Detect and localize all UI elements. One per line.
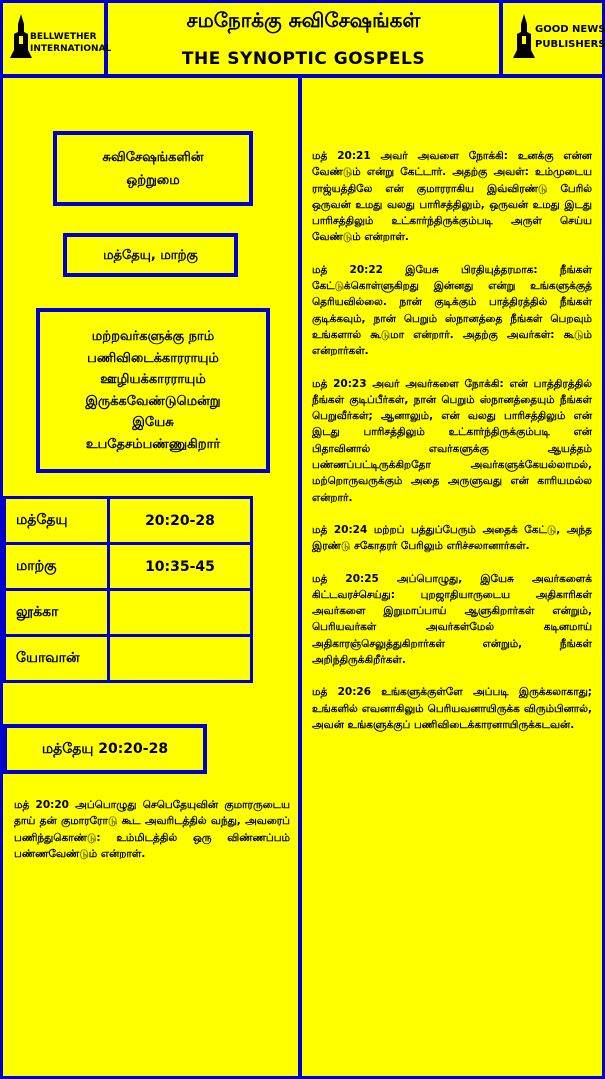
topic-line: இருக்கவேண்டுமென்று — [85, 393, 221, 409]
topic-box — [36, 308, 270, 473]
book-name: மத்தேயு — [5, 498, 109, 544]
gospels-label: மத்தேயு, மாற்கு — [103, 247, 198, 263]
topic-line: மற்றவர்களுக்கு நாம் — [91, 329, 215, 344]
harmony-title-line1: சுவிசேஷங்களின் — [102, 149, 204, 165]
table-row — [5, 590, 252, 636]
book-reference: 20:20-28 — [109, 498, 252, 544]
section-heading: மத்தேயு 20:20-28 — [41, 740, 169, 757]
topic-line: ஊழியக்காரராயும் — [100, 372, 206, 387]
title-tamil: சமநோக்கு சுவிசேஷங்கள் — [186, 8, 421, 32]
book-reference — [109, 590, 252, 636]
book-name: மாற்கு — [5, 544, 109, 590]
bell-tower-icon — [513, 14, 535, 58]
section-heading-box — [3, 724, 207, 774]
table-row — [5, 544, 252, 590]
table-row — [5, 636, 252, 682]
title-english: THE SYNOPTIC GOSPELS — [181, 49, 426, 69]
bell-tower-icon — [10, 14, 32, 58]
topic-line: உபதேசம்பண்ணுகிறார் — [85, 436, 221, 452]
verse-20: மத் 20:20 அப்பொழுது செபெதேயுவின் குமாரருடைய தாய் தன் குமாரரோடு கூட அவரிடத்தில் வந்து, அவரைப் பணிந்துகொண்டு: உம்மிடத்தில் ஒரு விண்ணப்பம் பண்ணவேண்டும் என்றாள். — [14, 799, 290, 860]
column-divider — [298, 78, 302, 1079]
reference-table — [3, 496, 253, 683]
topic-line: பணிவிடைக்காரராயும் — [87, 350, 219, 366]
verse-paragraph: மத் 20:22 இயேசு பிரதியுத்தரமாக: நீங்கள் கேட்டுக்கொள்ளுகிறது இன்னது என்று உங்களுக்குத் தெரியவில்லை. நான் குடிக்கும் பாத்திரத்தில் நீங்கள் குடிக்கவும், நான் பெறும் ஸ்நானத்தை நீங்கள் பெறவும் உங்களால் கூடுமா என்றார். அதற்கு அவர்கள்: கூடும் என்றார்கள். — [312, 263, 592, 358]
logo-right-line1: GOOD NEWS — [535, 24, 605, 35]
verse-paragraph: மத் 20:23 அவர் அவர்களை நோக்கி: என் பாத்திரத்தில் நீங்கள் குடிப்பீர்கள், நான் பெறும் ஸ்நானத்தையும் நீங்கள் பெறுவீர்கள்; ஆனாலும், என் வலது பாரிசத்திலும் என் இடது பாரிசத்திலும் உட்கார்ந்திருக்கும்படி என் பிதாவினால் எவர்களுக்கு ஆயத்தம் பண்ணப்பட்டிருக்கிறதோ அவர்களுக்கேயல்லாமல், மற்றொருவருக்கும் அதை அருளுவது என் காரியமல்ல என்றார். — [312, 377, 592, 504]
verse-paragraph: மத் 20:25 அப்பொழுது, இயேசு அவர்களைக் கிட்டவரச்செய்து: புறஜாதியாருடைய அதிகாரிகள் அவர்களை இறுமாப்பாய் ஆளுகிறார்கள் என்றும், பெரியவர்கள் அவர்கள்மேல் கடினமாய் அதிகாரஞ்செலுத்துகிறார்கள் என்றும், நீங்கள் அறிந்திருக்கிறீர்கள். — [312, 572, 592, 667]
verse-paragraph: மத் 20:21 அவர் அவளை நோக்கி: உனக்கு என்ன வேண்டும் என்று கேட்டார். அதற்கு அவள்: உம்முடைய ராஜ்யத்திலே என் குமாரராகிய இவ்விரண்டு பேரில் ஒருவன் உமது வலது பாரிசத்திலும், ஒருவன் உமது இடது பாரிசத்திலும் உட்கார்ந்திருக்கும்படி அருள் செய்ய வேண்டும் என்றாள். — [312, 150, 592, 244]
table-row — [5, 498, 252, 544]
logo-left-line1: BELLWETHER — [30, 32, 97, 42]
book-name: லூக்கா — [5, 590, 109, 636]
verses-column — [312, 148, 592, 749]
book-reference: 10:35-45 — [109, 544, 252, 590]
logo-right-text — [535, 22, 605, 52]
logo-left-text — [30, 31, 111, 55]
book-reference — [109, 636, 252, 682]
bellwether-logo — [0, 0, 112, 78]
logo-right-line2: PUBLISHERS — [535, 39, 605, 50]
harmony-title-line2: ஒற்றுமை — [126, 172, 180, 188]
harmony-title-box — [53, 131, 253, 206]
verse-paragraph: மத் 20:24 மற்றப் பத்துப்பேரும் அதைக் கேட்டு, அந்த இரண்டு சகோதரர் பேரிலும் எரிச்சலானார்கள். — [312, 523, 592, 553]
topic-line: இயேசு — [132, 415, 174, 430]
good-news-logo — [499, 0, 605, 78]
header — [0, 0, 605, 78]
gospels-box — [63, 233, 238, 277]
verse-paragraph: மத் 20:26 உங்களுக்குள்ளே அப்படி இருக்கலாகாது; உங்களில் எவனாகிலும் பெரியவனாயிருக்க விரும்பினால், அவன் உங்களுக்குப் பணிவிடைக்காரனாயிருக்கடவன். — [312, 686, 592, 731]
book-name: யோவான் — [5, 636, 109, 682]
title-box — [108, 0, 499, 78]
logo-left-line2: INTERNATIONAL — [30, 44, 112, 54]
